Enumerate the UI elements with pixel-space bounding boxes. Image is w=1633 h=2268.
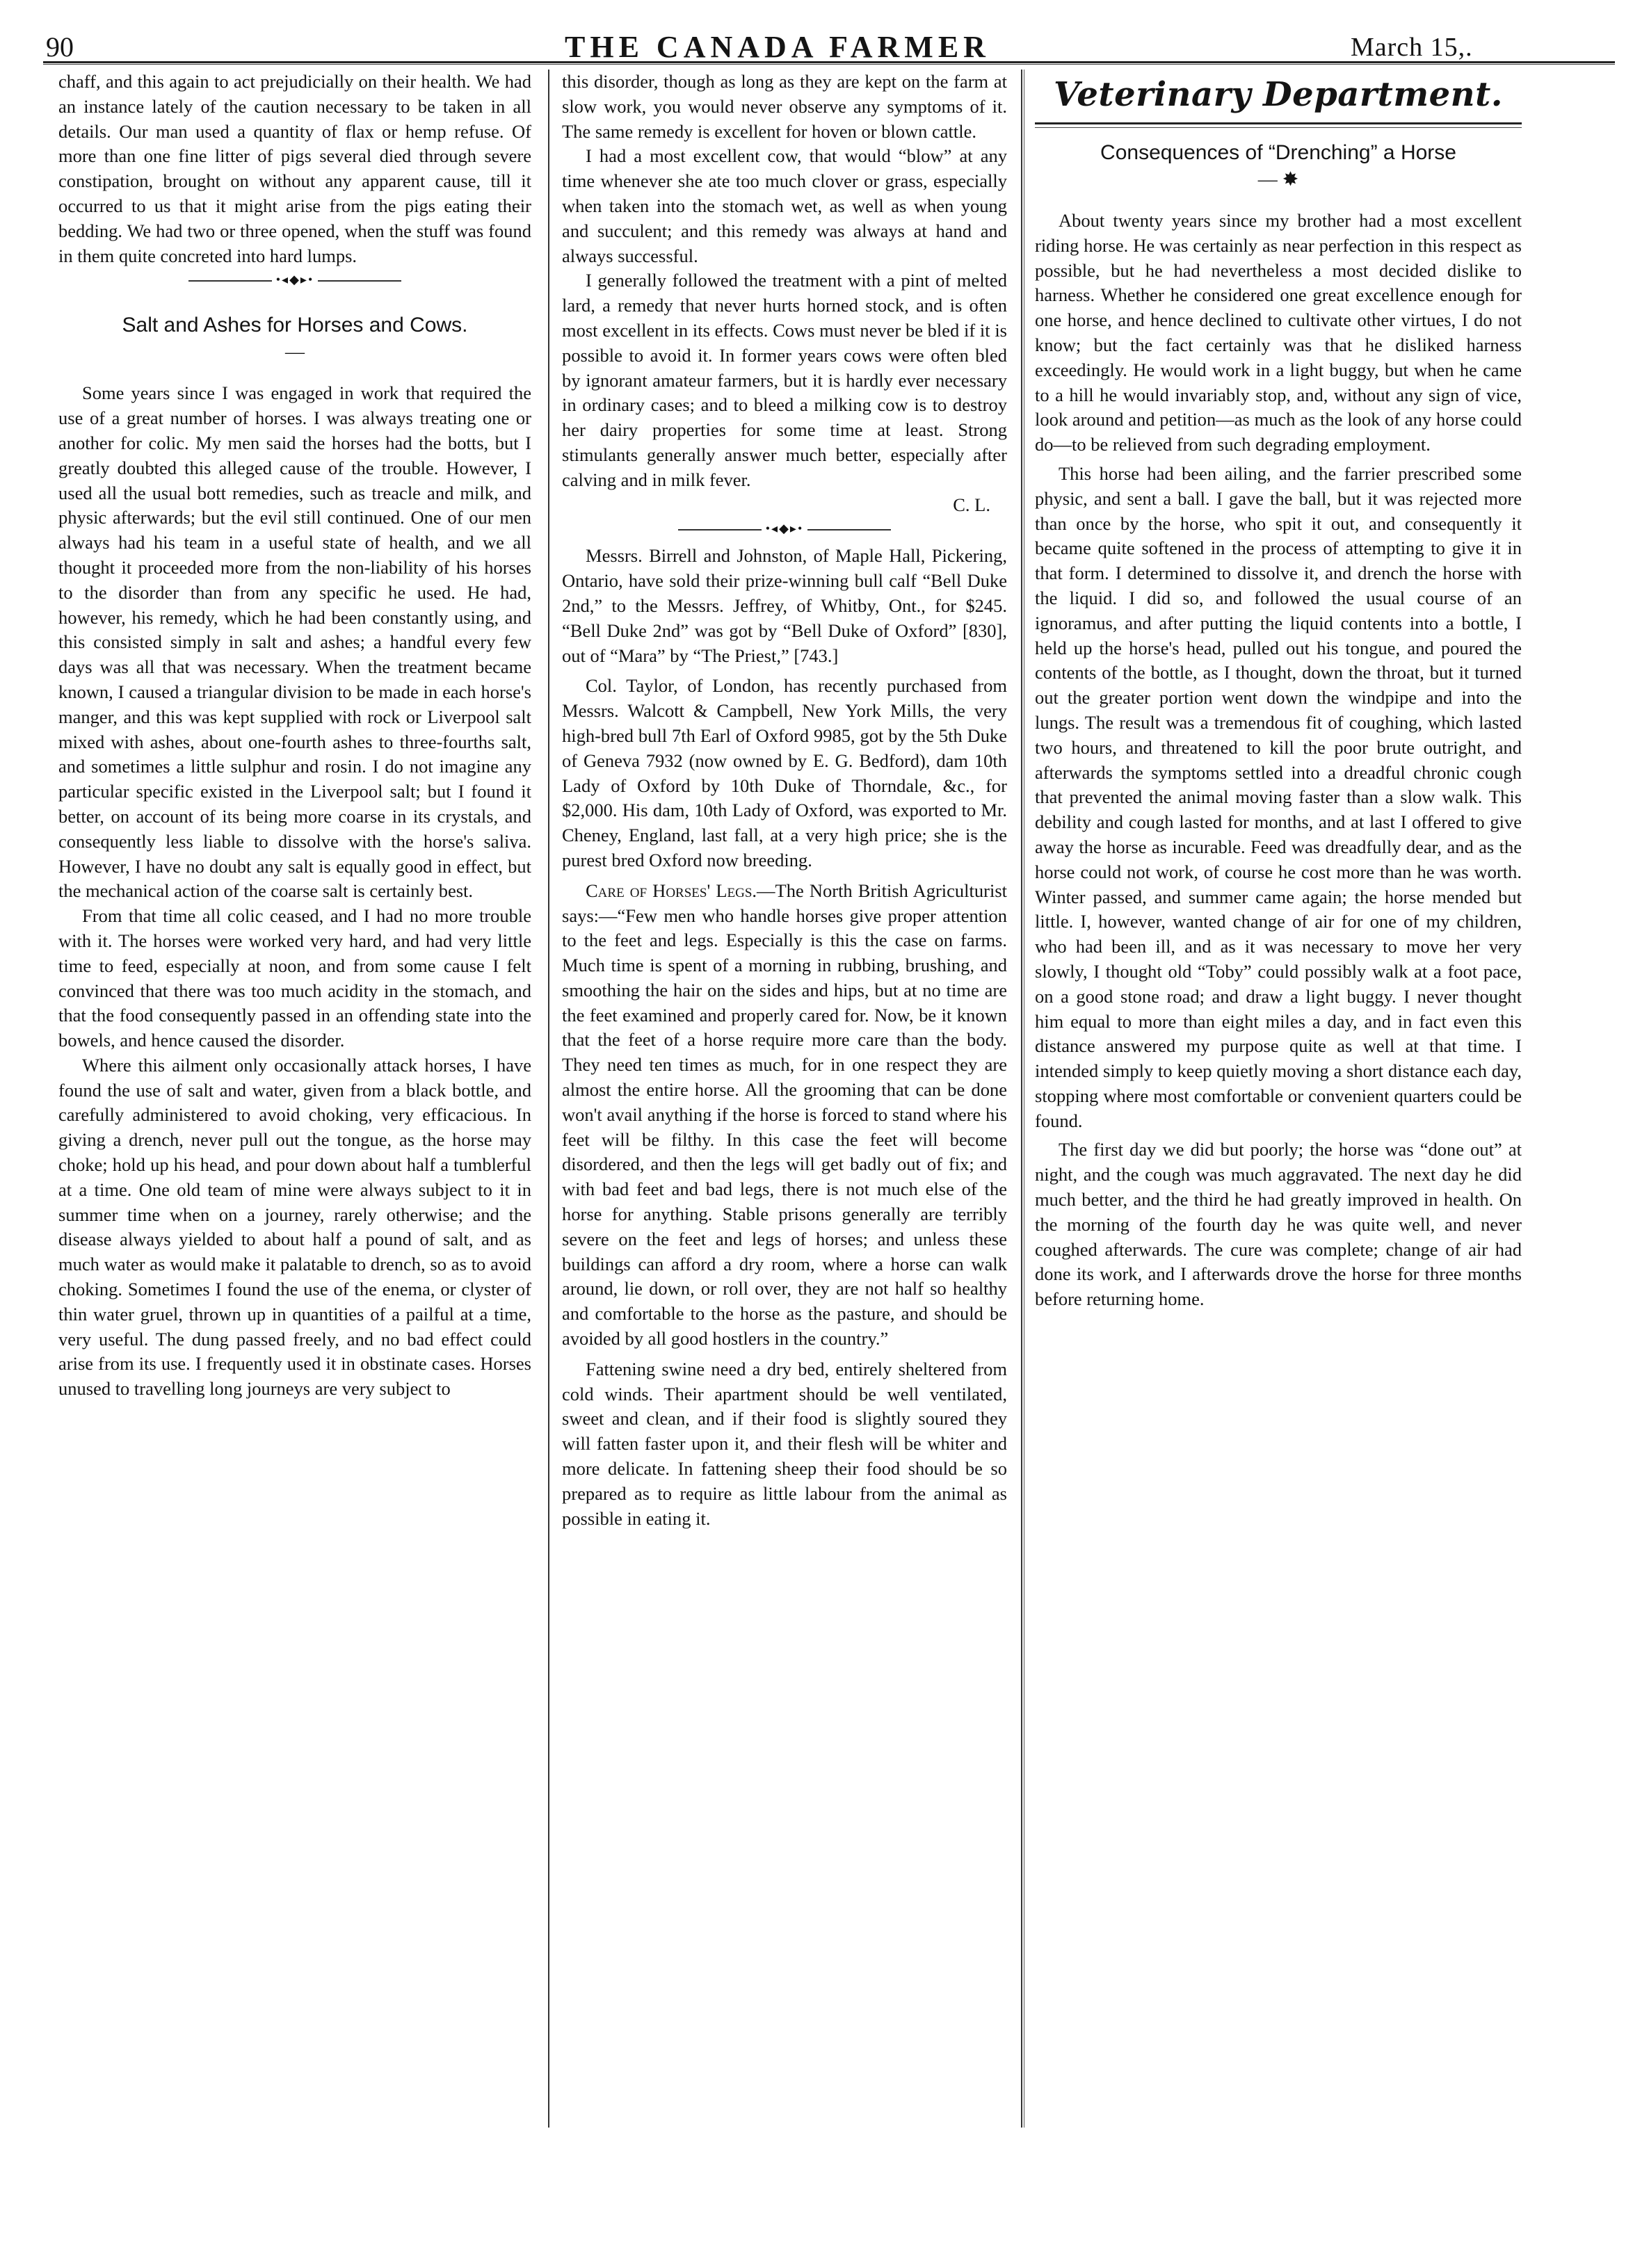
article-paragraph: I generally followed the treatment with a pint of melted lard, a remedy that never hurts horned stock, and is often most excellent in its effects. Cows must never be bled if it is possible to avoid it. In former years cows were often bled by ignorant amateur farmers, but it is hardly ever necessary in ordinary cases; and to bleed a milking cow is to destroy her dairy properties for some time at least. Strong stimulants generally answer much better, especially after calving and in milk fever. xyxy=(562,270,1007,490)
section-ornament: •◂◆▸• xyxy=(562,520,1007,537)
news-paragraph: Fattening swine need a dry bed, entirely sheltered from cold winds. Their apartment should be well ventilated, sweet and clean, and if their food is slightly soured they will fatten faster upon it, and their flesh will be whiter and more delicate. In fattening sheep their food should be so prepared as to require as little labour from the animal as possible in eating it. xyxy=(562,1358,1007,1529)
news-paragraph: Messrs. Birrell and Johnston, of Maple Hall, Pickering, Ontario, have sold their prize-winning bull calf “Bell Duke 2nd,” to the Messrs. Jeffrey, of Whitby, Ont., for $245. “Bell Duke 2nd” was got by “Bell Duke of Oxford” [830], out of “Mara” by “The Priest,” [743.] xyxy=(562,545,1007,666)
article-paragraph: The first day we did but poorly; the horse was “done out” at night, and the cough was much aggravated. The next day he did much better, and the third he had greatly improved in health. On the morning of the fourth day he was quite well, and never coughed afterwards. The cure was complete; change of air had done its work, and I afterwards drove the horse for three months before returning home. xyxy=(1035,1139,1522,1310)
article-paragraph: From that time all colic ceased, and I had no more trouble with it. The horses were worked very hard, and had very little time to feed, especially at noon, and from some cause I felt convinced that there was too much acidity in the stomach, and that the food consequently passed in an offending state into the bowels, and hence caused the disorder. xyxy=(58,905,531,1051)
article-paragraph: About twenty years since my brother had a most excellent riding horse. He was certainly as near perfection in this respect as possible, but he had nevertheless a most decided dislike to harness. Whether he considered one great excellence enough for one horse, and hence declined to cultivate other virtues, I do not know; but the fact certainly was that he disliked harness exceedingly. He would work in a light buggy, but when he came to a hill he would invariably stop, and, without any sign of vice, look around and petition—as much as the look of any horse could do—to be relieved from such degrading employment. xyxy=(1035,210,1522,455)
issue-date: March 15,. xyxy=(1351,33,1473,62)
news-paragraph: Col. Taylor, of London, has recently purchased from Messrs. Walcott & Campbell, New York Mills, the very high-bred bull 7th Earl of Oxford 9985, got by the 5th Duke of Geneva 7932 (now owned by E. G. Bedford), dam 10th Lady of Oxford by 10th Duke of Thorndale, &c., for $2,000. His dam, 10th Lady of Oxford, was exported to Mr. Cheney, England, last fall, at a very high price; she is the purest bred Oxford now breeding. xyxy=(562,675,1007,870)
column-divider-2 xyxy=(1021,70,1022,2128)
article-paragraph: I had a most excellent cow, that would “blow” at any time whenever she ate too much clover or grass, especially when taken into the stomach wet, as well as when young and succulent; and this remedy was always at hand and always successful. xyxy=(562,145,1007,266)
news-paragraph xyxy=(562,879,1007,1352)
article-paragraph: Some years since I was engaged in work that required the use of a great number of horses. I was always treating one or another for colic. My men said the horses had the botts, but I greatly doubted this alleged cause of the trouble. However, I used all the usual bott remedies, such as treacle and milk, and physic afterwards; but the evil still continued. One of our men always had his team in a useful state of health, and we all thought it proceeded more from the non-liability of his horses to the disorder than from any specific he used. He had, however, his remedy, which he had been constantly using, and this consisted simply in salt and ashes; a handful every few days was all that was necessary. When the treatment became known, I caused a triangular division to be made in each horse's manger, and this was kept supplied with rock or Liverpool salt mixed with ashes, about one-fourth ashes to three-fourths salt, and sometimes a little sulphur and rosin. I do not imagine any particular specific existed in the Liverpool salt; but I found it better, on account of its being more coarse in its crystals, and consequently less liable to dissolve with the horse's saliva. However, I have no doubt any salt is equally good in effect, but the mechanical action of the coarse salt is certainly best. xyxy=(58,382,531,902)
column-3 xyxy=(1035,70,1522,1312)
article-paragraph: Where this ailment only occasionally attack horses, I have found the use of salt and water, given from a black bottle, and carefully administered to avoid choking, very efficacious. In giving a drench, never pull out the tongue, as the horse may choke; hold up his head, and pour down about half a tumblerful at a time. One old team of mine were always subject to it in summer time when on a journey, rarely otherwise; and the disease always yielded to about half a pound of salt, and as much water as would make it palatable to drench, so as to avoid choking. Sometimes I found the use of the enema, or clyster of thin water gruel, thrown up in quantities of a pailful at a time, very useful. The dung passed freely, and no bad effect could arise from its use. I frequently used it in obstinate cases. Horses unused to travelling long journeys are very subject to xyxy=(58,1054,531,1400)
article-heading-salt-and-ashes: Salt and Ashes for Horses and Cows. xyxy=(122,314,468,337)
publication-title: THE CANADA FARMER xyxy=(565,30,990,64)
author-signature: C. L. xyxy=(953,494,990,515)
column-divider-1 xyxy=(548,70,549,2128)
continued-paragraph: this disorder, though as long as they are kept on the farm at slow work, you would never observe any symptoms of it. The same remedy is excellent for hoven or blown cattle. xyxy=(562,71,1007,142)
paragraph-body: —The North British Agriculturist says:—“Few men who handle horses give proper attention to the feet and legs. Especially is this the case on farms. Much time is spent of a morning in rubbing, brushing, and smoothing the hair on the sides and hips, but at no time are the feet examined and properly cared for. Now, be it known that the feet of a horse require more care than the body. They need ten times as much, for in one respect they are almost the entire horse. All the grooming that can be done won't avail anything if the horse is forced to stand where his feet will be filthy. In this case the feet will become disordered, and then the legs will get badly out of fix; and with bad feet and bad legs, there is not much else of the horse for anything. Stable prisons generally are terribly severe on the feet and legs of horses; and unless these buildings can afford a dry room, where a horse can walk around, lie down, or roll over, they are not half so healthy and comfortable to the horse as the pasture, and should be avoided by all good hostlers in the country.” xyxy=(562,880,1008,1350)
header-rule xyxy=(43,61,1615,63)
page-number: 90 xyxy=(46,31,74,63)
department-rule-thin xyxy=(1035,127,1522,128)
continued-paragraph: chaff, and this again to act prejudicially on their health. We had an instance lately of the caution necessary to be taken in all details. Our man used a quantity of flax or hemp refuse. Of more than one fine litter of pigs several died through severe constipation, brought on without any apparent cause, till it occurred to us that it might arise from the pigs eating their bedding. We had two or three opened, when the stuff was found in them quite concreted into hard lumps. xyxy=(58,71,531,266)
column-2 xyxy=(562,70,1007,1531)
paragraph-lead: Care of Horses' Legs. xyxy=(586,880,757,901)
article-paragraph: This horse had been ailing, and the farrier prescribed some physic, and sent a ball. I gave the ball, but it was rejected more than once by the horse, who spit it out, and consequently it became quite softened in the process of attempting to give it in that form. I determined to dissolve it, and drench the horse with the liquid. I did so, and followed the usual course of an ignoramus, and after putting the liquid contents into a bottle, I held up the horse's head, pulled out his tongue, and poured the contents of the bottle, as I thought, down the throat, but it turned out the greater portion went down the windpipe and into the lungs. The result was a tremendous fit of coughing, which lasted two hours, and threatened to kill the poor brute outright, and afterwards the symptoms settled into a dreadful chronic cough that prevented the animal moving faster than a slow walk. This debility and cough lasted for months, and at last I offered to give away the horse as incurable. Feed was dreadfully dear, and as the horse could not work, of course he cost more than he was worth. Winter passed, and summer came again; the horse mended but little. I, however, wanted change of air for one of my children, who had been ill, and as it was necessary to move her very slowly, I thought old “Toby” could possibly walk at a foot pace, on a good stone road; and draw a light buggy. I never thought him equal to more than eight miles a day, and in fact even this distance answered my purpose quite as well at that time. I intended simply to keep quietly moving a short distance each day, stopping where most comfortable or convenient quarters could be found. xyxy=(1035,462,1522,1131)
header-rule-thin xyxy=(43,64,1615,65)
column-1 xyxy=(58,70,531,1402)
heading-dash: — ✸ xyxy=(1257,169,1299,191)
article-heading-drenching: Consequences of “Drenching” a Horse xyxy=(1100,141,1456,164)
heading-dash: — xyxy=(285,341,305,364)
section-ornament: •◂◆▸• xyxy=(58,271,531,288)
department-rule xyxy=(1035,122,1522,124)
department-title: Veterinary Department. xyxy=(1054,75,1503,114)
